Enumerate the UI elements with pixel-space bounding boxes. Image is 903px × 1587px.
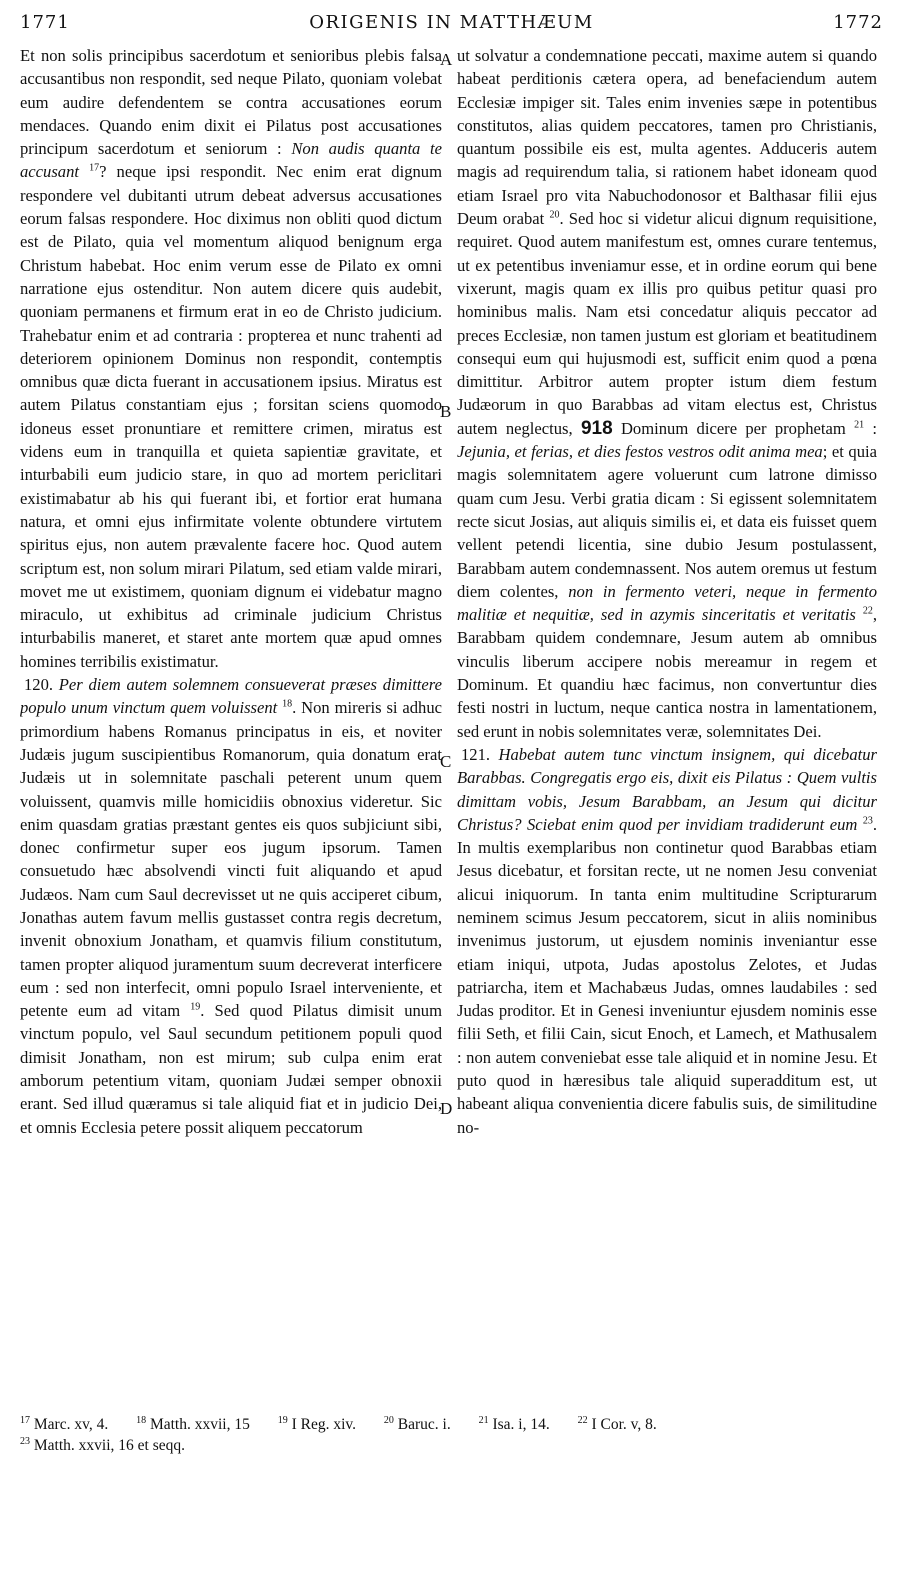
section-number: 121. xyxy=(461,744,491,764)
footnote-ref: 19 xyxy=(190,1001,201,1013)
footnote-ref: 22 xyxy=(862,605,873,617)
footnote-ref: 17 xyxy=(89,162,100,174)
text-run: ut solvatur a condemnatione peccati, maxime autem si quando habeat perditionis cætera opera, ad benefaciendum autem Ecclesiæ impiger sit. Tales enim invenies sæpe in potentibus constitutos, alias quidem peccatores, tamen pro Christianis, quantum possibile eis est, multa agentes. Adduceris autem magis ad requirendum talia, si rationem habet idoneam quod etiam Israel pro vita Nabuchodonosor et Balthasar filii ejus Deum orabat xyxy=(457,46,877,229)
margin-marker-c: C xyxy=(440,752,452,771)
text-run: , Barabbam quidem condemnare, Jesum autem ab omnibus vinculis liberum accipere nobis mereamur in regem et Dominum. Et quandiu hæc facimus, non convertuntur dies festi nostri in luctum, neque cantica nostra in lamentationem, sed erunt in nobis solemnitates veræ, solemnitates Dei. xyxy=(457,605,877,741)
text-run: . Sed hoc si videtur alicui dignum requisitione, requiret. Quod autem manifestum est, omnes curare tentemus, ut ex petentibus inveniamur esse, et in ordine eorum qui bene vixerunt, magis quam ex illis pro quibus petitur quasi pro hominibus malis. Nam etsi concedatur aliquis peccator ad preces Ecclesiæ, non tamen justum est gloriam et beatitudinem consequi eum qui hujusmodi est, sufficit enim quod a pœna dimittitur. Arbitror autem propter istum diem festum Judæorum in quo Barabbas ad vitam electus est, Christus autem neglectus, xyxy=(457,209,877,438)
text-run: ; et quia magis solemnitatem agere voluerunt cum latrone dimisso quam cum Jesu. Verbi gratia dicam : Si egissent solemnitatem recte sicut Josias, aut aliquis similis ei, et data eis fuisset quem vellent petendi licentia, sine dubio Jesum postulassent, Barabbam autem condemnassent. Nos autem oremus ut festum diem colentes, xyxy=(457,442,877,601)
footnote-item xyxy=(479,1414,550,1435)
footnote-item xyxy=(278,1414,356,1435)
footnote-number: 22 xyxy=(577,1414,588,1426)
footnote-text: Matth. xxvii, 16 et seqq. xyxy=(33,1437,185,1454)
footnote-number: 20 xyxy=(383,1414,394,1426)
section-number: 120. xyxy=(24,675,54,695)
footnote-number: 18 xyxy=(136,1414,147,1426)
section-121: 121. Habebat autem tunc vinctum insignem, qui dicebatur Barabbas. Congregatis ergo eis, dixit eis Pilatus : Quem vultis dimittam vobis, Jesum Barabbam, an Jesum qui dicitur Christus? Sciebat enim quod per invidiam tradiderunt eum $^{23}$. In multis exemplaribus non continetur quod Barabbas etiam Jesus dicebatur, et forsitan recte, ut ne nomen Jesu conveniat alicui iniquorum. In tanta enim multitudine Scripturarum neminem scimus Jesum peccatorem, sicut in aliis nominibus invenimus justorum, ut ejusdem nominis inveniantur esse etiam iniqui, utpota, Judas apostolus Zelotes, et Judas patriarcha, item et Machabæus Judas, omnes laudabiles : sed Judas proditor. Et in Genesi inveniuntur ejusdem nominis esse filii Seth, et filii Cain, sicut Enoch, et Lamech, et Mathusalem : non autem conveniebat esse tale aliquid et in nomine Jesu. Et puto quod in hæresibus tale aliquid superadditum est, ut habeant aliqua convenientia dicere fabulis suis, de similitudine no- xyxy=(457,744,877,1137)
footnote-ref: 20 xyxy=(549,209,560,221)
right-column xyxy=(457,44,877,1384)
footnote-text: I Reg. xiv. xyxy=(291,1416,357,1433)
page-number-inline: 918 xyxy=(580,417,613,439)
text-run: Et non solis principibus sacerdotum et senioribus plebis falsa accusantibus non respondit, sed neque Pilato, quoniam volebat eum audire defendentem se contra accusationes eorum mendaces. Quando enim dixit ei Pilatus post accusationes principum sacerdotum et seniorum : xyxy=(20,46,442,159)
footnote-text: Matth. xxvii, 15 xyxy=(149,1416,250,1433)
footnote-ref: 18 xyxy=(282,698,293,710)
footnote-item xyxy=(20,1414,108,1435)
footnote-text: Marc. xv, 4. xyxy=(33,1416,109,1433)
text-run: Dominum dicere per prophetam xyxy=(620,418,846,438)
text-run: ? neque ipsi respondit. Nec enim erat dignum respondere vel dubitanti utrum debeat adversus accusationes eorum falsas respondere. Hoc diximus non obliti quod dictum est de Pilato, quia vel momentum aliquod benignum erga Christum habebat. Hoc enim verum esse de Pilato ex omni narratione ejus ostenditur. Non autem dicere quis audebit, quoniam permanens et firmum erat in eo de Christo judicium. Trahebatur enim et ad contraria : propterea et nunc trahenti ad deteriorem opinionem Dominus non respondit, contemptis omnibus quæ dicta fuerant in accusationem ipsius. Miratus est autem Pilatus constantiam ejus ; forsitan sciens quomodo idoneus esset pronuntiare et remittere crimen, miratus est videns eum in tranquilla et quieta sapientiæ gravitate, et inturbabili eum judicio stare, in quo ad mortem periclitari existimabatur ab his qui fuerant ibi, et fortior erat humana natura, et omni ejus infirmitate volente obtundere virtutem spiritus ejus, non autem prævalente facere hoc. Quod autem scriptum est, non solum mirari Pilatum, sed etiam valde mirari, movet me ut existimem, quoniam dignum ei videbatur magno miraculo, ut exhibitus ad criminale judicium Christus inturbabilis maneret, et staret ante mortem quæ apud omnes homines terribilis existimatur. xyxy=(20,162,442,671)
section-lemma: Per diem autem solemnem consueverat præses dimittere populo unum vinctum quem voluissent xyxy=(20,675,442,718)
scripture-quote: Jejunia, et ferias, et dies festos vestros odit anima mea xyxy=(457,442,823,462)
text-run: In multis exemplaribus non continetur quod Barabbas etiam Jesus dicebatur, et forsitan recte, ut ne nomen Jesu conveniat alicui iniquorum. In tanta enim multitudine Scripturarum neminem scimus Jesum peccatorem, sicut in aliis nominibus invenimus justorum, ut ejusdem nominis inveniantur esse etiam iniqui, utpota, Judas apostolus Zelotes, et Judas patriarcha, item et Machabæus Judas, omnes laudabiles : sed Judas proditor. Et in Genesi inveniuntur ejusdem nominis esse filii Seth, et filii Cain, sicut Enoch, et Lamech, et Mathusalem : non autem conveniebat esse tale aliquid et in nomine Jesu. Et puto quod in hæresibus tale aliquid superadditum est, ut habeant aliqua convenientia dicere fabulis suis, de similitudine no- xyxy=(457,838,877,1137)
scripture-quote: Non audis quanta te accusant xyxy=(20,139,442,182)
text-run: Non mireris si adhuc primordium habens Romanus principatus in eis, et noviter Judæis jugum suscipientibus Romanorum, quia donatum erat Judæis ut in solemnitate paschali peterent unum quem voluissent, quamvis mille homicidiis obnoxius videretur. Sic enim quasdam gratias præstant gentes eis quos subjiciunt sibi, donec confirmetur super eos jugum ipsorum. Tamen consuetudo hæc absolvendi vincti fuit aliquando et apud Judæos. Nam cum Saul decrevisset ut ne quis acciperet cibum, Jonathas autem favum mellis gustasset contra regis decretum, invenit obnoxium Jonatham, et quamvis filium constitutum, tamen propter aliquod juramentum suum decreverat interficere eum : sed non interfecit, omni populo Israel interveniente, et petente eum ad vitam xyxy=(20,698,442,1021)
section-lemma: Habebat autem tunc vinctum insignem, qui dicebatur Barabbas. Congregatis ergo eis, dixit eis Pilatus : Quem vultis dimittam vobis, Jesum Barabbam, an Jesum qui dicitur Christus? Sciebat enim quod per invidiam tradiderunt eum xyxy=(457,744,877,834)
footnote-item xyxy=(20,1435,185,1456)
footnote-number: 23 xyxy=(20,1435,30,1447)
footnote-text: I Cor. v, 8. xyxy=(591,1416,657,1433)
scripture-quote: non in fermento veteri, neque in fermento malitiæ et nequitiæ, sed in azymis sinceritatis et veritatis xyxy=(457,581,877,625)
section-120: 120. Per diem autem solemnem consueverat præses dimittere populo unum vinctum quem voluissent $^{18}$. Non mireris si adhuc primordium habens Romanus principatus in eis, et noviter Judæis jugum suscipientibus Romanorum, quia donatum erat Judæis ut in solemnitate paschali peterent unum quem voluissent, quamvis mille homicidiis obnoxius videretur. Sic enim quasdam gratias præstant gentes eis quos subjiciunt sibi, donec confirmetur super eos jugum ipsorum. Tamen consuetudo hæc absolvendi vincti fuit aliquando et apud Judæos. Nam cum Saul decrevisset ut ne quis acciperet cibum, Jonathas autem favum mellis gustasset contra regis decretum, invenit obnoxium Jonatham, et quamvis filium constitutum, tamen propter aliquod juramentum suum decreverat interficere eum : sed non interfecit, omni populo Israel interveniente, et petente eum ad vitam $^{19}$. Sed quod Pilatus dimisit unum vinctum populo, vel Saul secundum petitionem populi quod dimisit Jonatham, non est mirum; sub culpa enim erat amborum petentium vitam, quoniam Judæi semper obnoxii erant. Sed illud quæramus si tale aliquid fiat et in judicio Dei, et omnis Ecclesia petere possit aliquem peccatorum xyxy=(20,675,442,1137)
margin-marker-b: B xyxy=(440,402,452,421)
footnote-number: 17 xyxy=(20,1414,30,1426)
footnote-item xyxy=(384,1414,451,1435)
left-paragraph-1 xyxy=(20,44,442,673)
running-title: ORIGENIS IN MATTHÆUM xyxy=(309,12,594,33)
footnote-ref: 23 xyxy=(862,815,873,827)
right-paragraph-1 xyxy=(457,44,877,743)
text-run: : xyxy=(864,418,877,438)
footnote-item xyxy=(578,1414,657,1435)
page-header xyxy=(0,0,903,44)
footnote-number: 21 xyxy=(478,1414,489,1426)
footnote-item xyxy=(136,1414,250,1435)
footnote-text: Isa. i, 14. xyxy=(492,1416,550,1433)
text-run: . Sed quod Pilatus dimisit unum vinctum populo, vel Saul secundum petitionem populi quod dimisit Jonatham, non est mirum; sub culpa enim erat amborum petentium vitam, quoniam Judæi semper obnoxii erant. Sed illud quæramus si tale aliquid fiat et in judicio Dei, et omnis Ecclesia petere possit aliquem peccatorum xyxy=(20,1001,442,1137)
footnotes xyxy=(20,1414,890,1456)
footnote-text: Baruc. i. xyxy=(397,1416,451,1433)
margin-marker-a: A xyxy=(440,50,453,69)
page-number-left: 1771 xyxy=(20,12,70,33)
left-column xyxy=(20,44,442,1384)
footnote-number: 19 xyxy=(277,1414,288,1426)
page-number-right: 1772 xyxy=(833,12,883,33)
footnote-ref: 21 xyxy=(854,419,865,431)
margin-marker-d: D xyxy=(440,1099,453,1118)
